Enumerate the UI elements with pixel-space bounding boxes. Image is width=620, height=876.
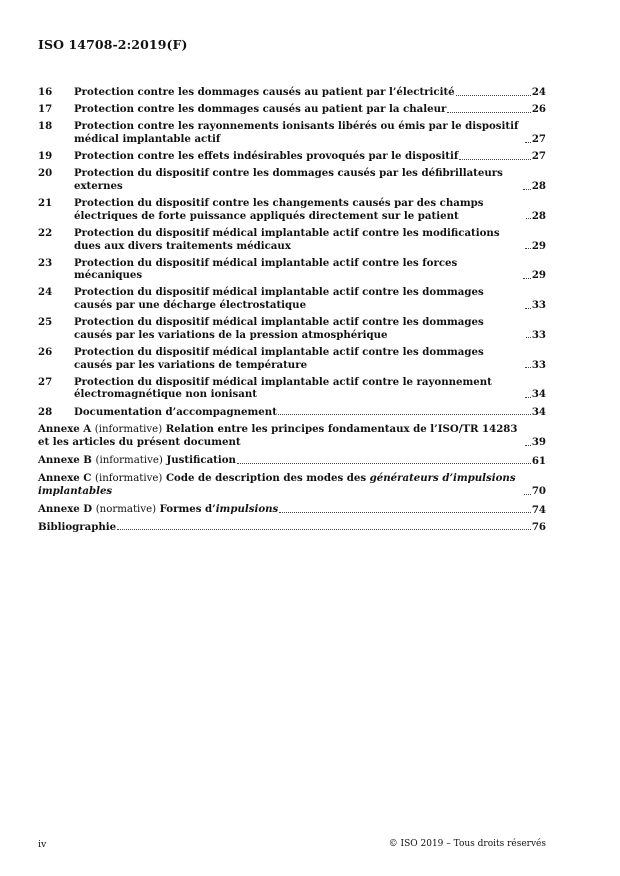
toc-annex-d[interactable] <box>38 503 546 517</box>
leader-dots <box>525 367 531 368</box>
toc-number: 23 <box>38 256 53 269</box>
annex-title-italic: impulsions <box>215 502 279 515</box>
leader-dots <box>524 494 531 495</box>
page-number: iv <box>38 839 47 850</box>
copyright-notice: © ISO 2019 – Tous droits réservés <box>388 839 546 849</box>
annex-title: Justification <box>166 453 236 466</box>
toc-title: Protection du dispositif contre les dommages causés par les défibrillateurs externes <box>74 167 503 192</box>
toc-annex-a[interactable] <box>38 423 546 449</box>
toc-number: 24 <box>38 286 53 299</box>
toc-entry-28[interactable] <box>38 406 546 419</box>
toc-number: 16 <box>38 86 53 98</box>
toc-title: Documentation d’accompagnement <box>74 405 277 418</box>
toc-page: 33 <box>531 299 546 312</box>
toc-entry-24[interactable] <box>38 286 546 311</box>
toc-page: 29 <box>531 239 546 252</box>
toc-entry-21[interactable] <box>38 197 546 222</box>
annex-label: Annexe B <box>38 453 92 466</box>
toc-number: 21 <box>38 197 53 210</box>
toc-page: 28 <box>531 209 546 222</box>
annex-title-italic: générateurs d’impulsions implantables <box>38 471 516 498</box>
toc-title: Protection du dispositif contre les changements causés par des champs électriques de forte puissance appliqués directement sur le patient <box>74 197 484 222</box>
annex-type: (informative) <box>95 454 163 466</box>
leader-dots <box>525 445 531 446</box>
toc-number: 27 <box>38 375 53 388</box>
leader-dots <box>117 529 531 530</box>
toc-page: 33 <box>531 358 546 371</box>
toc-title: Protection contre les effets indésirables provoqués par le dispositif <box>74 150 459 163</box>
leader-dots <box>526 218 531 219</box>
toc-page: 70 <box>531 485 546 498</box>
annex-title: Formes d’ <box>159 502 216 515</box>
toc-title: Protection du dispositif médical implantable actif contre les dommages causés par les variations de température <box>74 346 484 371</box>
annex-title: Code de description des modes des <box>165 471 370 484</box>
toc-page: 28 <box>531 179 546 192</box>
toc-entry-25[interactable] <box>38 316 546 341</box>
toc-title: Protection contre les dommages causés au patient par l’électricité <box>74 86 455 98</box>
toc-entry-22[interactable] <box>38 227 546 252</box>
toc-entry-18[interactable] <box>38 120 546 145</box>
toc-entry-26[interactable] <box>38 346 546 371</box>
leader-dots <box>525 248 531 249</box>
bibliography-title: Bibliographie <box>38 520 117 533</box>
toc-entry-17[interactable] <box>38 103 546 116</box>
toc-entry-16[interactable] <box>38 86 546 99</box>
leader-dots <box>526 337 531 338</box>
toc-title: Protection du dispositif médical implantable actif contre les dommages causés par les variations de la pression atmosphérique <box>74 316 484 341</box>
table-of-contents <box>38 86 546 538</box>
toc-number: 26 <box>38 346 53 359</box>
leader-dots <box>523 278 531 279</box>
annex-label: Annexe C <box>38 471 92 484</box>
toc-entry-23[interactable] <box>38 257 546 282</box>
annex-type: (normative) <box>95 503 157 515</box>
toc-title: Protection du dispositif médical implantable actif contre les modifications dues aux divers traitements médicaux <box>74 226 500 252</box>
toc-number: 28 <box>38 405 53 418</box>
leader-dots <box>279 512 531 513</box>
toc-number: 20 <box>38 167 53 180</box>
toc-page: 34 <box>531 405 546 418</box>
toc-entry-27[interactable] <box>38 376 546 401</box>
annex-label: Annexe A <box>38 422 92 435</box>
leader-dots <box>525 397 531 398</box>
toc-number: 25 <box>38 316 53 329</box>
annex-title: Relation entre les principes fondamentaux de l’ISO/TR 14283 et les articles du présent document <box>38 422 518 449</box>
toc-annex-c[interactable] <box>38 472 546 498</box>
toc-bibliography[interactable] <box>38 521 546 534</box>
toc-page: 39 <box>531 436 546 449</box>
toc-number: 22 <box>38 226 53 239</box>
toc-page: 33 <box>531 328 546 341</box>
annex-label: Annexe D <box>38 502 93 515</box>
annex-type: (informative) <box>94 472 163 484</box>
document-header: ISO 14708-2:2019(F) <box>38 37 188 52</box>
toc-page: 34 <box>531 388 546 401</box>
leader-dots <box>459 159 531 160</box>
toc-entry-19[interactable] <box>38 150 546 163</box>
toc-page: 74 <box>531 503 546 516</box>
leader-dots <box>237 463 531 464</box>
toc-page: 26 <box>531 103 546 116</box>
leader-dots <box>456 95 531 96</box>
leader-dots <box>525 308 531 309</box>
annex-type: (informative) <box>94 423 163 435</box>
toc-title: Protection du dispositif médical implantable actif contre les forces mécaniques <box>74 256 458 282</box>
toc-page: 27 <box>531 132 546 145</box>
toc-page: 24 <box>531 86 546 98</box>
toc-annex-b[interactable] <box>38 454 546 468</box>
leader-dots <box>278 414 531 415</box>
toc-page: 76 <box>531 520 546 533</box>
leader-dots <box>523 189 530 190</box>
toc-number: 19 <box>38 150 53 163</box>
toc-number: 18 <box>38 120 53 133</box>
leader-dots <box>525 142 531 143</box>
toc-page: 61 <box>531 454 546 467</box>
toc-title: Protection du dispositif médical implantable actif contre le rayonnement électromagnétique non ionisant <box>74 375 492 401</box>
toc-title: Protection contre les rayonnements ionisants libérés ou émis par le dispositif médical implantable actif <box>74 120 519 145</box>
toc-entry-20[interactable] <box>38 167 546 192</box>
toc-title: Protection contre les dommages causés au patient par la chaleur <box>74 103 447 116</box>
leader-dots <box>447 112 530 113</box>
toc-title: Protection du dispositif médical implantable actif contre les dommages causés par une décharge électrostatique <box>74 286 484 312</box>
toc-page: 29 <box>531 269 546 282</box>
toc-page: 27 <box>531 150 546 163</box>
toc-number: 17 <box>38 103 53 116</box>
